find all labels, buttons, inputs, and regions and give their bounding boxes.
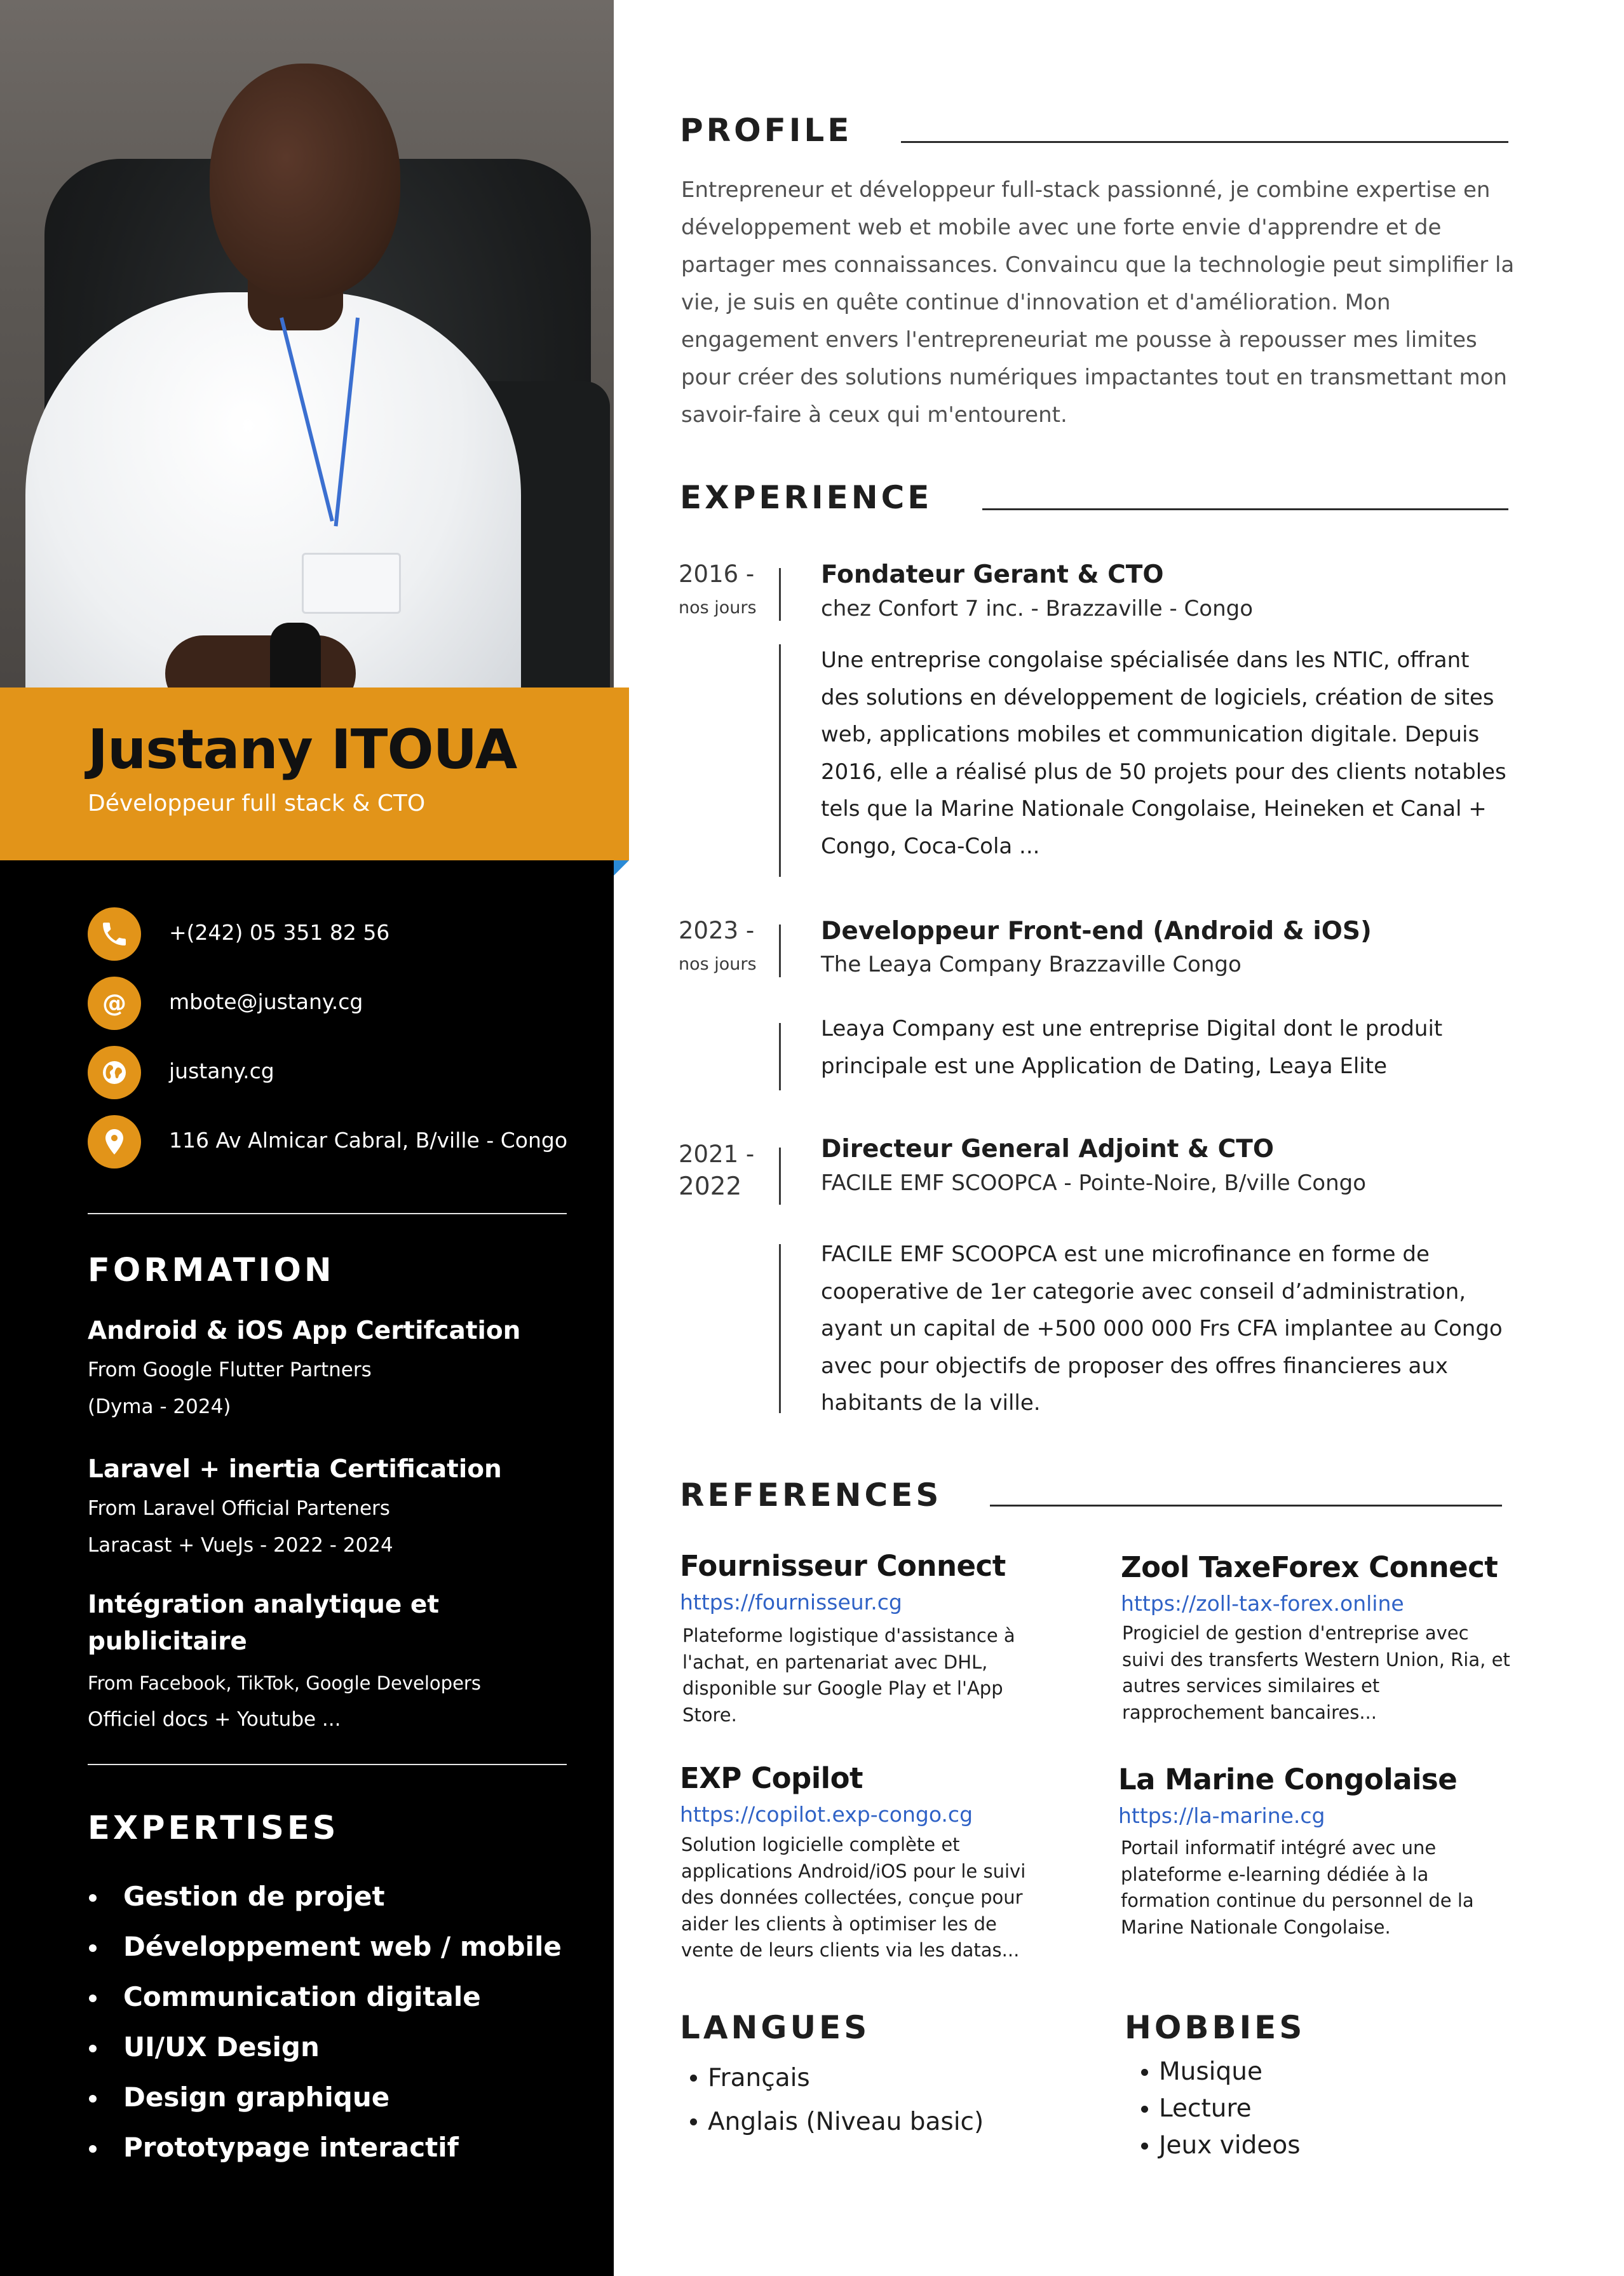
reference-link[interactable]: https://copilot.exp-congo.cg	[680, 1802, 973, 1827]
job-description: Leaya Company est une entreprise Digital dont le produit principale est une Application de Dating, Leaya Elite	[821, 1016, 1443, 1079]
profile-photo	[0, 0, 614, 688]
postal-address: 116 Av Almicar Cabral, B/ville - Congo	[169, 1128, 568, 1153]
reference-name: Fournisseur Connect	[680, 1549, 1006, 1583]
at-sign-icon	[88, 977, 141, 1030]
timeline-bar	[779, 1023, 781, 1090]
languages-heading: LANGUES	[680, 2009, 870, 2046]
job-description: FACILE EMF SCOOPCA est une microfinance en forme de cooperative de 1er categorie avec conseil d’administration, ayant un capital de +500 000 000 Frs CFA implantee au Congo avec pour objectifs de proposer des offres financieres aux habitants de la ville.	[821, 1242, 1503, 1416]
reference-name: EXP Copilot	[680, 1761, 863, 1795]
photo-microphone	[270, 623, 321, 688]
globe-icon	[88, 1046, 141, 1099]
timeline-bar	[779, 925, 781, 977]
reference-description: Portail informatif intégré avec une plateforme e-learning dédiée à la formation continue du personnel de la Marine Nationale Congolaise.	[1121, 1837, 1474, 1938]
contact-email[interactable]	[88, 977, 596, 1030]
person-name: Justany ITOUA	[88, 718, 517, 782]
hobbies-heading: HOBBIES	[1125, 2009, 1306, 2046]
profile-heading: PROFILE	[680, 112, 853, 149]
job-year: 2023 -	[679, 917, 755, 944]
location-pin-icon	[88, 1115, 141, 1168]
website-url: justany.cg	[169, 1059, 274, 1083]
formation-item-detail: Officiel docs + Youtube ...	[88, 1708, 341, 1731]
reference-name: Zool TaxeForex Connect	[1121, 1550, 1498, 1584]
formation-item-detail: Laracast + VueJs - 2022 - 2024	[88, 1534, 393, 1557]
section-rule	[982, 508, 1508, 510]
job-year-end: 2022	[679, 1172, 742, 1201]
photo-shirt	[25, 292, 521, 688]
photo-head	[210, 64, 400, 299]
profile-summary: Entrepreneur et développeur full-stack passionné, je combine expertise en développement web et mobile avec une forte envie d'apprendre et de partager mes connaissances. Convaincu que la technologie peut simplifier la vie, je suis en quête continue d'innovation et d'amélioration. Mon engagement envers l'entrepreneuriat me pousse à repousser mes limites pour créer des solutions numériques impactantes tout en transmettant mon savoir-faire à ceux qui m'entourent.	[681, 177, 1515, 428]
job-year-end: nos jours	[679, 598, 757, 618]
contact-address	[88, 1115, 596, 1168]
job-year: 2021 -	[679, 1141, 755, 1168]
list-item: Jeux videos	[1137, 2127, 1301, 2164]
job-title: Directeur General Adjoint & CTO	[821, 1135, 1274, 1163]
job-company: FACILE EMF SCOOPCA - Pointe-Noire, B/ville Congo	[821, 1170, 1367, 1196]
experience-heading: EXPERIENCE	[680, 479, 933, 516]
formation-item-source: From Facebook, TikTok, Google Developers	[88, 1672, 481, 1694]
phone-number: +(242) 05 351 82 56	[169, 920, 390, 945]
reference-name: La Marine Congolaise	[1118, 1763, 1458, 1796]
photo-badge	[302, 553, 401, 614]
photo-hand	[165, 635, 356, 688]
formation-item-source: From Laravel Official Parteners	[88, 1497, 390, 1520]
job-company: The Leaya Company Brazzaville Congo	[821, 952, 1242, 977]
job-description: Une entreprise congolaise spécialisée dans les NTIC, offrant des solutions en développement de logiciels, création de sites web, applications mobiles et communication digitale. Depuis 2016, elle a réalisé plus de 50 projets pour des clients notables tels que la Marine Nationale Congolaise, Heineken et Canal + Congo, Coca-Cola ...	[821, 647, 1506, 859]
list-item: Développement web / mobile	[88, 1921, 562, 1972]
reference-link[interactable]: https://zoll-tax-forex.online	[1121, 1591, 1404, 1616]
list-item: UI/UX Design	[88, 2022, 562, 2072]
phone-icon	[88, 907, 141, 961]
timeline-bar	[779, 1244, 781, 1413]
expertises-heading: EXPERTISES	[88, 1810, 339, 1847]
references-heading: REFERENCES	[680, 1477, 942, 1514]
formation-item-title: Intégration analytique et publicitaire	[88, 1590, 439, 1656]
reference-link[interactable]: https://la-marine.cg	[1118, 1803, 1325, 1828]
contact-phone[interactable]	[88, 907, 596, 961]
formation-heading: FORMATION	[88, 1252, 335, 1289]
timeline-bar	[779, 568, 781, 621]
list-item: Communication digitale	[88, 1972, 562, 2022]
job-title: Fondateur Gerant & CTO	[821, 560, 1164, 589]
reference-link[interactable]: https://fournisseur.cg	[680, 1590, 902, 1615]
hobbies-list	[1137, 2054, 1301, 2164]
expertises-list	[88, 1871, 562, 2172]
formation-item-source: From Google Flutter Partners	[88, 1358, 372, 1381]
contact-website[interactable]	[88, 1046, 596, 1099]
formation-item-title: Laravel + inertia Certification	[88, 1455, 502, 1484]
person-role: Développeur full stack & CTO	[88, 790, 426, 816]
svg-text:@: @	[102, 989, 126, 1017]
list-item: Design graphique	[88, 2072, 562, 2122]
job-company: chez Confort 7 inc. - Brazzaville - Congo	[821, 596, 1254, 621]
formation-item-detail: (Dyma - 2024)	[88, 1395, 231, 1418]
list-item: Anglais (Niveau basic)	[686, 2100, 984, 2144]
reference-description: Progiciel de gestion d'entreprise avec suivi des transferts Western Union, Ria, et autres services similaires et rapprochement bancaires...	[1122, 1622, 1510, 1723]
list-item: Gestion de projet	[88, 1871, 562, 1921]
reference-description: Plateforme logistique d'assistance à l'achat, en partenariat avec DHL, disponible sur Google Play et l'App Store.	[682, 1625, 1015, 1726]
email-address: mbote@justany.cg	[169, 989, 363, 1014]
list-item: Français	[686, 2056, 984, 2100]
job-title: Developpeur Front-end (Android & iOS)	[821, 917, 1372, 945]
section-rule	[990, 1505, 1502, 1507]
list-item: Lecture	[1137, 2090, 1301, 2127]
formation-item-title: Android & iOS App Certifcation	[88, 1317, 521, 1345]
languages-list	[686, 2056, 984, 2144]
section-rule	[901, 141, 1508, 143]
job-year: 2016 -	[679, 560, 755, 588]
list-item: Musique	[1137, 2054, 1301, 2090]
timeline-bar	[779, 644, 781, 877]
job-year-end: nos jours	[679, 954, 757, 974]
timeline-bar	[779, 1148, 781, 1205]
divider	[88, 1764, 567, 1765]
list-item: Prototypage interactif	[88, 2122, 562, 2172]
reference-description: Solution logicielle complète et applications Android/iOS pour le suivi des données collectées, conçue pour aider les clients à optimiser les de vente de leurs clients via les datas...	[681, 1834, 1026, 1961]
divider	[88, 1213, 567, 1214]
banner-accent	[614, 860, 629, 876]
